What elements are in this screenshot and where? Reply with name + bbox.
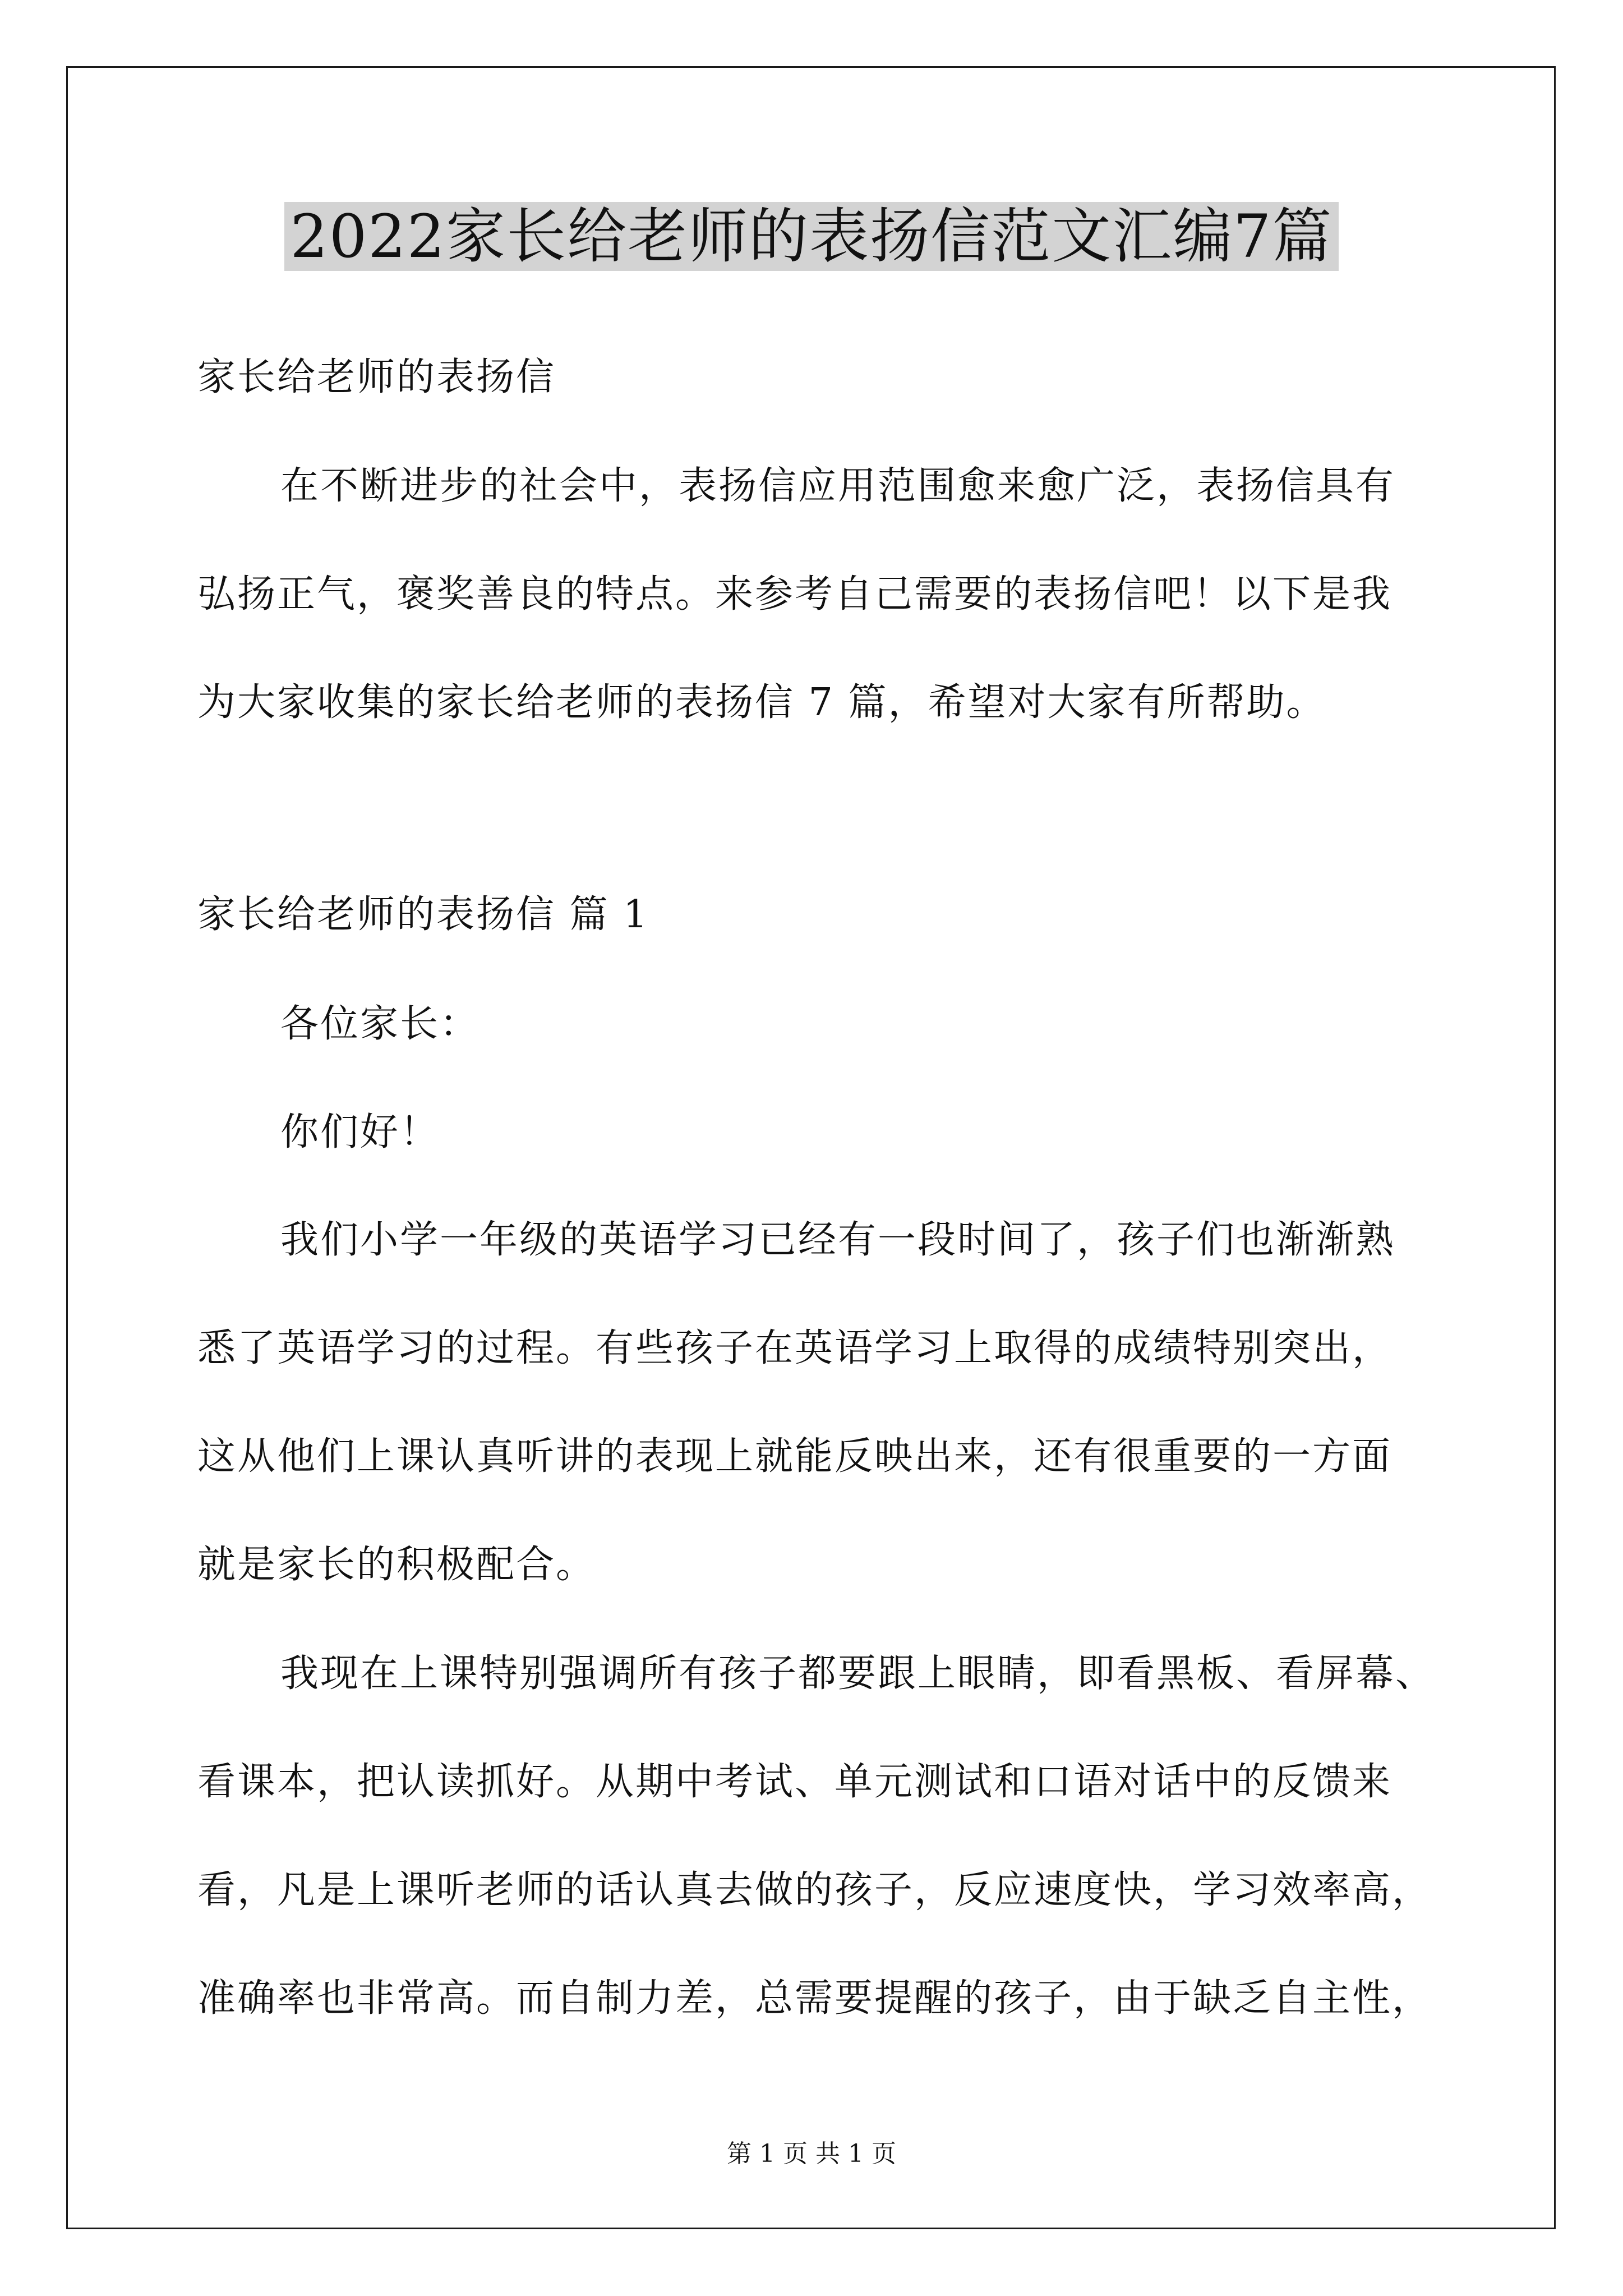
paragraph-line: 悉了英语学习的过程。有些孩子在英语学习上取得的成绩特别突出，	[197, 1326, 1393, 1370]
greeting: 你们好！	[280, 1110, 440, 1154]
salutation: 各位家长：	[280, 1002, 480, 1046]
paragraph-line: 就是家长的积极配合。	[197, 1543, 596, 1587]
intro-paragraph-line: 在不断进步的社会中，表扬信应用范围愈来愈广泛，表扬信具有	[280, 464, 1396, 508]
document-title-text: 2022家长给老师的表扬信范文汇编7篇	[284, 202, 1338, 271]
section-heading: 家长给老师的表扬信 篇 1	[197, 892, 649, 937]
paragraph-line: 看课本，把认读抓好。从期中考试、单元测试和口语对话中的反馈来	[197, 1760, 1393, 1804]
intro-paragraph-line: 为大家收集的家长给老师的表扬信 7 篇，希望对大家有所帮助。	[197, 680, 1326, 725]
paragraph-line: 这从他们上课认真听讲的表现上就能反映出来，还有很重要的一方面	[197, 1434, 1393, 1479]
paragraph-line: 准确率也非常高。而自制力差，总需要提醒的孩子，由于缺乏自主性，	[197, 1976, 1432, 2021]
document-title	[0, 197, 1623, 276]
intro-heading: 家长给老师的表扬信	[197, 355, 556, 399]
paragraph-line: 我们小学一年级的英语学习已经有一段时间了，孩子们也渐渐熟	[280, 1218, 1396, 1262]
paragraph-line: 我现在上课特别强调所有孩子都要跟上眼睛，即看黑板、看屏幕、	[280, 1651, 1436, 1696]
intro-paragraph-line: 弘扬正气，褒奖善良的特点。来参考自己需要的表扬信吧！以下是我	[197, 572, 1393, 616]
paragraph-line: 看，凡是上课听老师的话认真去做的孩子，反应速度快，学习效率高，	[197, 1868, 1432, 1912]
page-footer: 第 1 页 共 1 页	[727, 2139, 896, 2168]
